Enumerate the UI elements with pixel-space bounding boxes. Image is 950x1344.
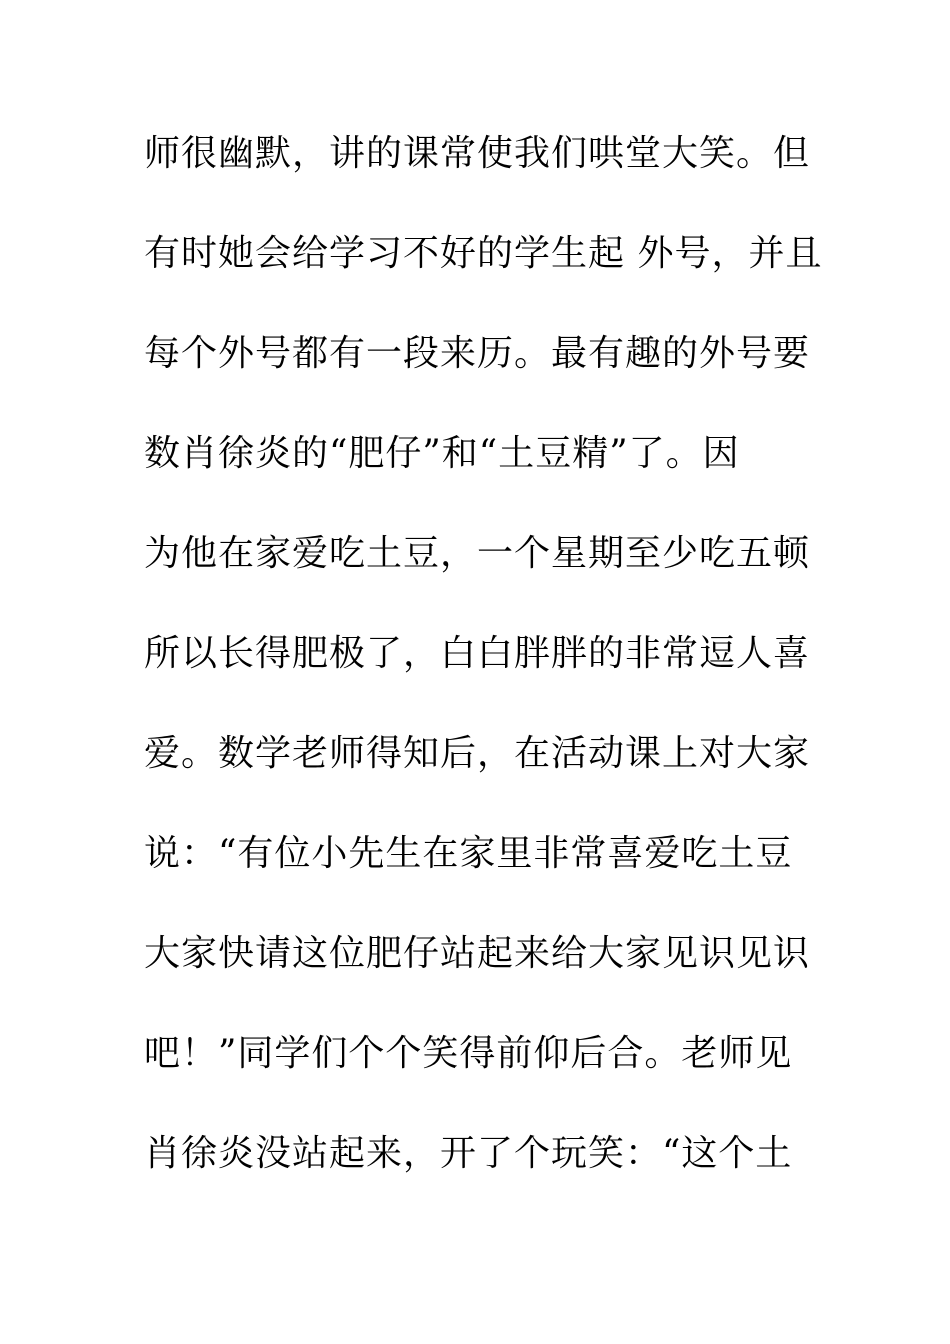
text-line-2: 有时她会给学习不好的学生起 外号，并且 [144,233,823,274]
body-text [144,122,824,1222]
text-line-3: 每个外号都有一段来历。最有趣的外号要 [144,333,811,374]
text-line-1: 师很幽默，讲的课常使我们哄堂大笑。但 [144,133,811,174]
text-line-5: 为他在家爱吃土豆，一个星期至少吃五顿 [144,533,811,574]
text-line-7: 爱。数学老师得知后，在活动课上对大家 [144,733,811,774]
text-line-9: 大家快请这位肥仔站起来给大家见识见识 [144,933,811,974]
text-line-6: 所以长得肥极了，白白胖胖的非常逗人喜 [144,633,811,674]
text-line-4: 数肖徐炎的“肥仔”和“土豆精”了。因 [144,433,740,474]
text-line-8: 说：“有位小先生在家里非常喜爱吃土豆 [144,833,793,874]
text-line-11: 肖徐炎没站起来，开了个玩笑：“这个土 [144,1133,793,1174]
text-line-10: 吧！”同学们个个笑得前仰后合。老师见 [144,1033,793,1074]
